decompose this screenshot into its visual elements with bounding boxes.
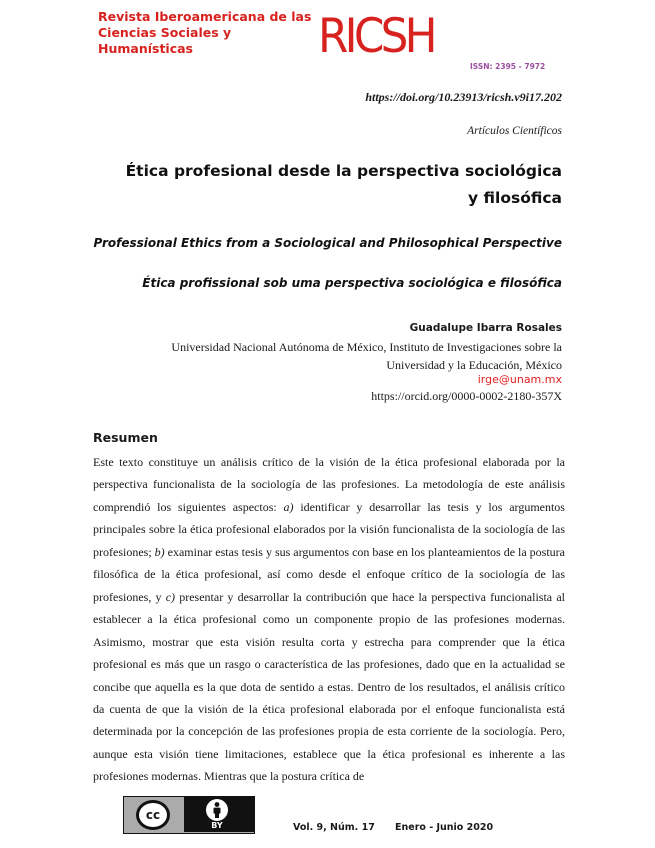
abstract-text-part: Este texto constituye un análisis crítico de la visión de la ética profesional elaborada por la perspectiva funcionalista de la sociología de las profesiones. La metodología de este análisis comprendió los siguientes aspectos:: [93, 455, 565, 514]
article-title: Ética profesional desde la perspectiva sociológica y filosófica: [125, 162, 562, 207]
by-label: BY: [211, 821, 223, 830]
issn: ISSN: 2395 - 7972: [470, 62, 546, 71]
abstract-heading: Resumen: [93, 430, 158, 445]
attribution-person-icon: [206, 799, 228, 821]
author-name: Guadalupe Ibarra Rosales: [409, 322, 562, 334]
author-orcid[interactable]: https://orcid.org/0000-0002-2180-357X: [371, 389, 562, 403]
abstract-text-part: examinar estas tesis y sus argumentos con base en los planteamientos de la postura filosófica de la ética profesional, así como desde el enfoque crítico de la sociología de las profesiones, y: [93, 544, 566, 604]
author-email[interactable]: irge@unam.mx: [477, 373, 562, 386]
section-label: Artículos Científicos: [467, 125, 562, 137]
abstract-text: [93, 451, 565, 788]
abstract-item-marker: a): [283, 499, 294, 514]
abstract-text-part: identificar y desarrollar las tesis y los argumentos principales sobre la ética profesional elaborados por la visión funcionalista de la sociología de las profesiones;: [93, 499, 565, 559]
doi-link[interactable]: https://doi.org/10.23913/ricsh.v9i17.202: [365, 90, 562, 104]
abstract-text-part: presentar y desarrollar la contribución que hace la perspectiva funcionalista al establecer a la ética profesional como un componente propio de las profesiones modernas. Asimismo, mostrar que esta visión resulta corta y estrecha para comprender que la ética profesional es más que un rasgo o característica de las profesiones, dado que en la actualidad se concibe que aquella es la que dota de sentido a estas. Dentro de los resultados, el análisis crítico da cuenta de que la visión de la ética profesional elaborada por el enfoque funcionalista está determinada por la concepción de las profesiones propia de esta corriente de la sociología. Pero, aunque esta visión tiene limitaciones, establece que la ética profesional es inherente a las profesiones modernas. Mientras que la postura crítica de: [93, 589, 565, 784]
author-affiliation: Universidad Nacional Autónoma de México, Instituto de Investigaciones sobre la Universidad y la Educación, México: [171, 340, 562, 372]
journal-logo: RICSH: [318, 9, 434, 64]
title-english: Professional Ethics from a Sociological and Philosophical Perspective: [93, 236, 562, 250]
footer-volume: Vol. 9, Núm. 17: [293, 822, 375, 833]
by-block: [184, 797, 254, 832]
cc-icon: cc: [136, 800, 170, 830]
abstract-item-marker: c): [165, 589, 176, 604]
footer-date: Enero - Junio 2020: [395, 822, 494, 833]
cc-by-license-badge[interactable]: [123, 796, 255, 834]
abstract-item-marker: b): [154, 544, 165, 559]
journal-name: Revista Iberoamericana de las Ciencias Sociales y Humanísticas: [98, 9, 312, 56]
title-portuguese: Ética profissional sob uma perspectiva sociológica e filosófica: [142, 276, 562, 290]
